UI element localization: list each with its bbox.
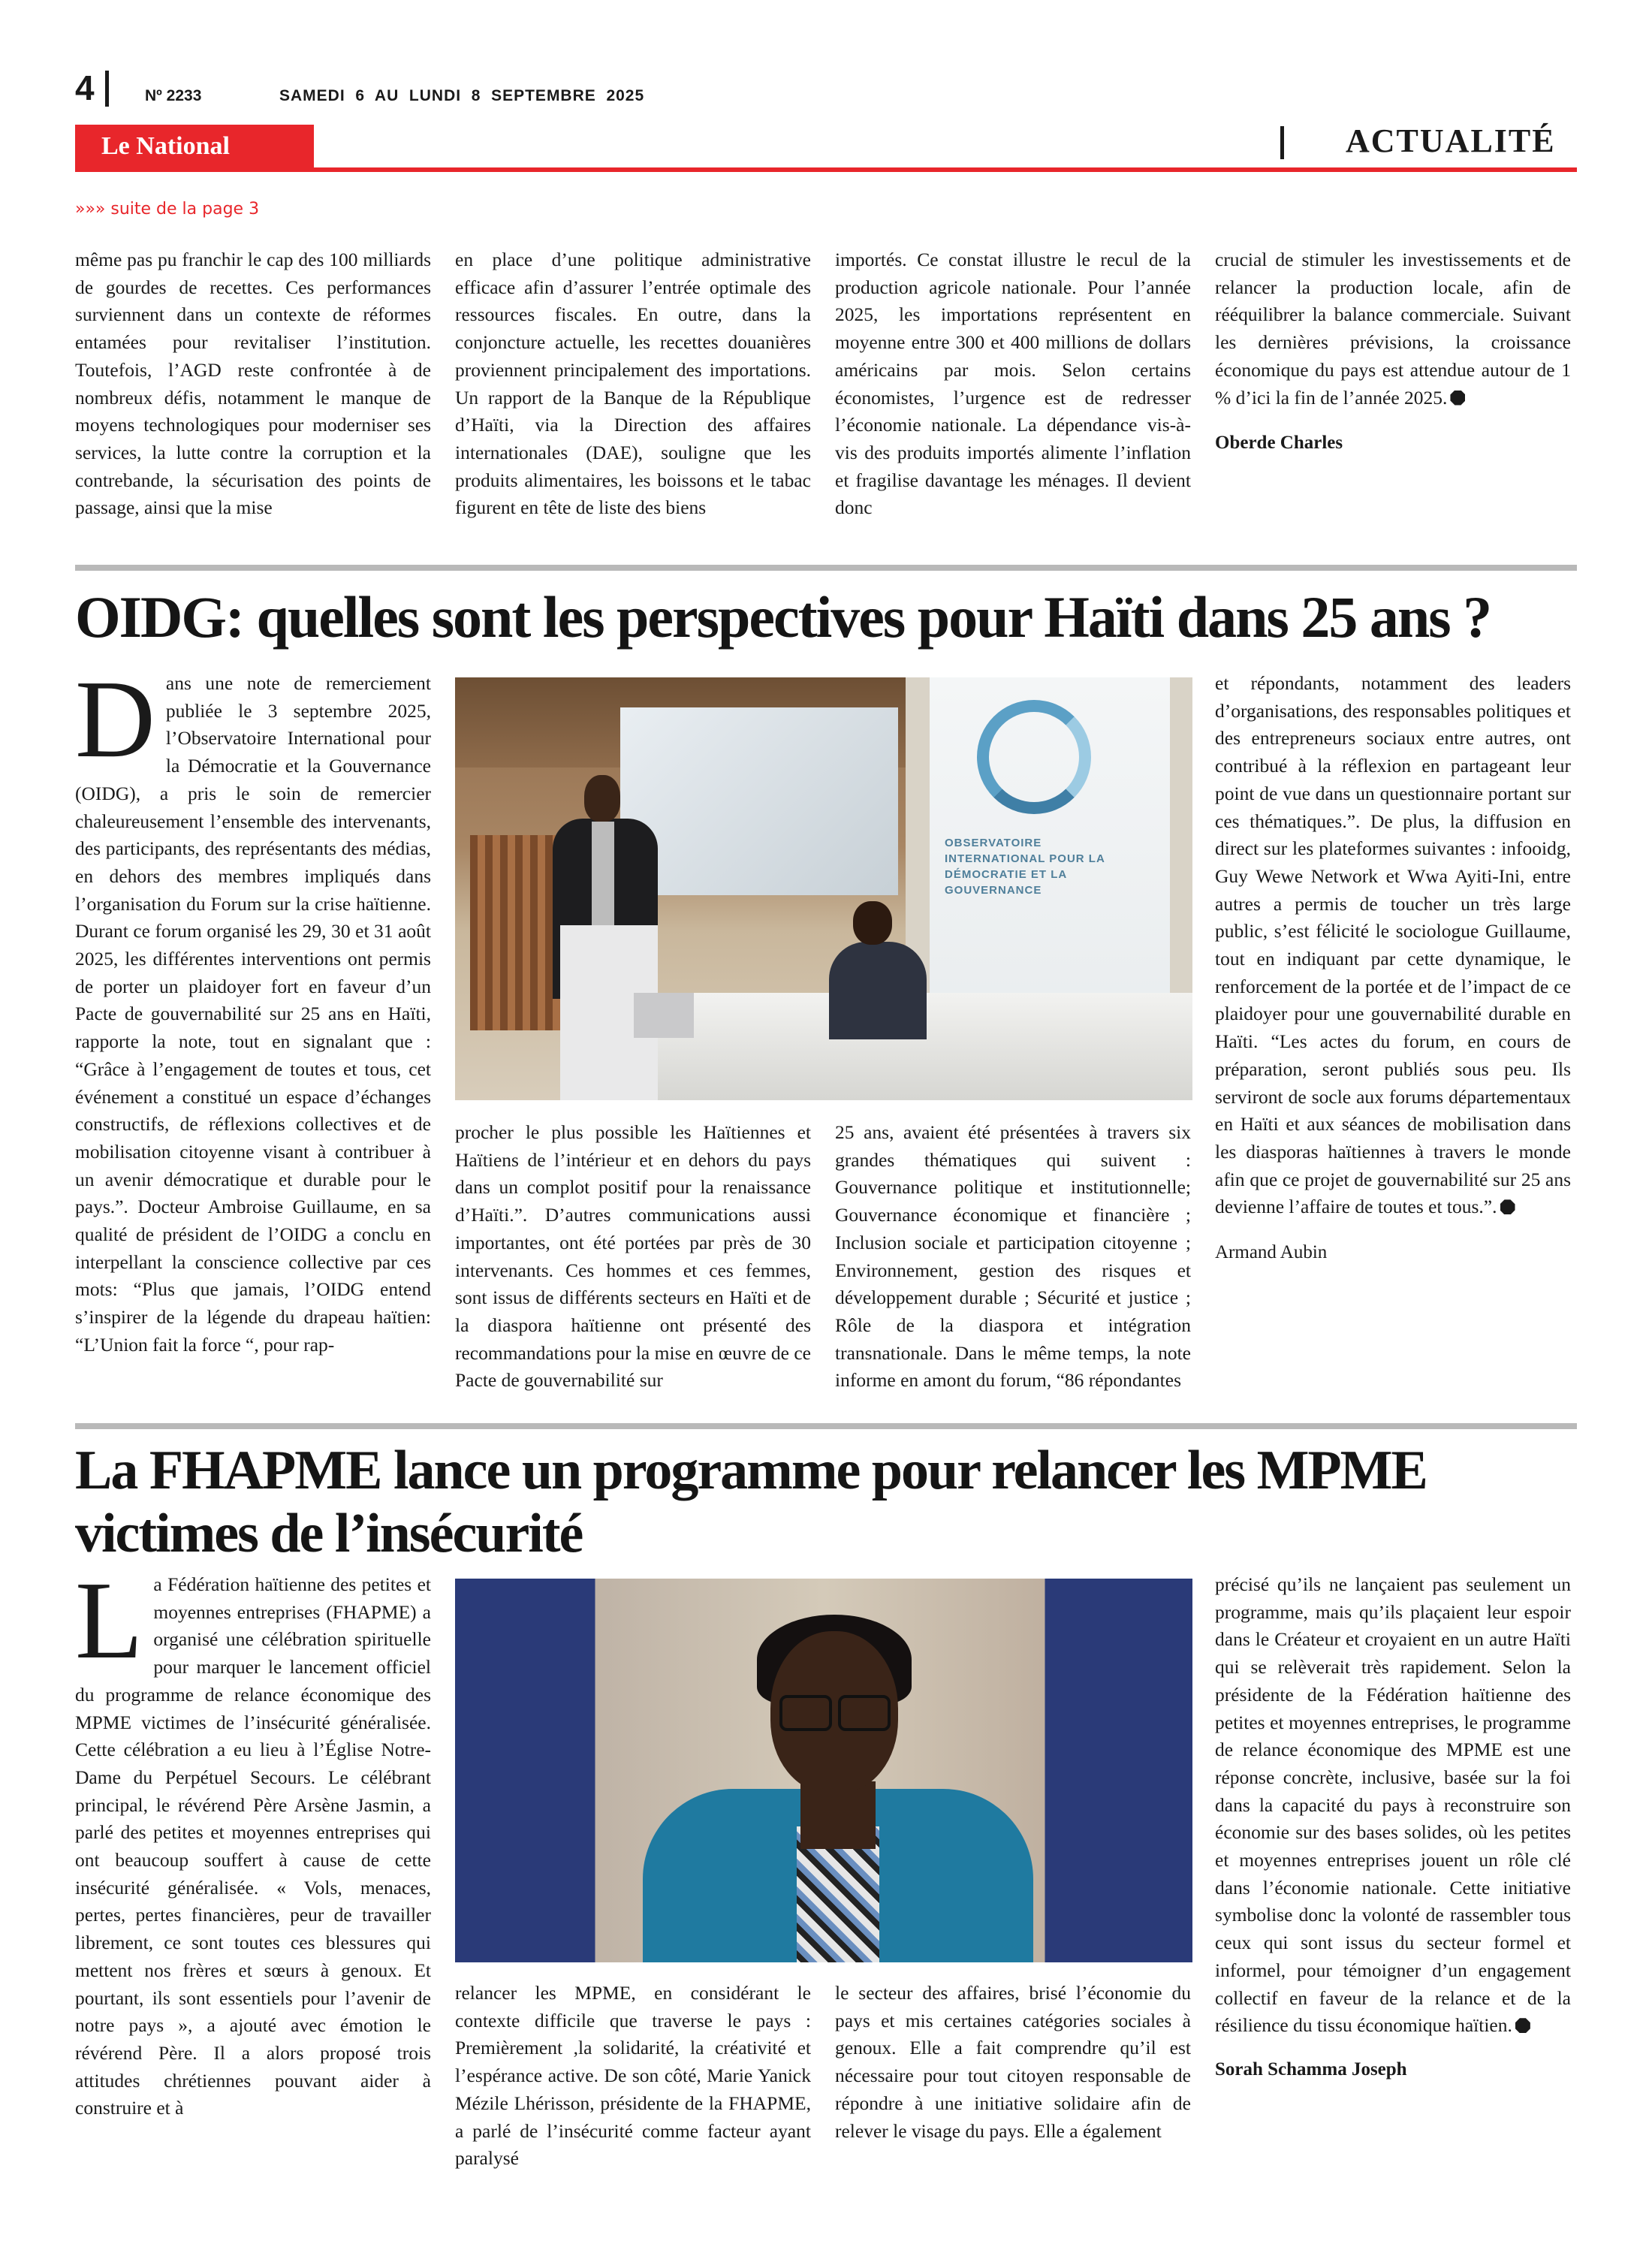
article2-column-2 [455,1980,811,2173]
article1-column-3 [835,1119,1191,1395]
paragraph: importés. Ce constat illustre le recul de la production agricole nationale. Pour l’année 2025, les importations représentent en moyenne entre 300 et 400 millions de dollars américains par mois. Selon certains économistes, l’urgence est de redresser l’économie nationale. La dépendance vis-à-vis des produits importés alimente l’inflation et fragilise davantage les ménages. Il devient donc [835,249,1191,519]
paragraph: le secteur des affaires, brisé l’économie du pays et mis certaines catégories sociales à genoux. Elle a fait comprendre qu’il est nécessaire pour tout citoyen responsable de répondre à une initiative solidaire afin de relever le visage du pays. Elle a également [835,1982,1191,2142]
paragraph: même pas pu franchir le cap des 100 milliards de gourdes de recettes. Ces performances surviennent dans un contexte de réformes entamées pour revitaliser l’institution. Toutefois, l’AGD reste confrontée à de nombreux défis, notamment le manque de moyens technologiques pour moderniser ses services, la lutte contre la corruption et la contrebande, la sécurisation des points de passage, ainsi que la mise [75,249,431,519]
end-mark-icon [1515,2018,1530,2033]
oidg-logo-icon [977,700,1091,814]
author-byline: Oberde Charles [1215,433,1343,454]
article-headline: OIDG: quelles sont les perspectives pour Haïti dans 25 ans ? [75,584,1491,650]
paragraph-text: crucial de stimuler les investissements et de relancer la production locale, afin de rééquilibrer la balance commerciale. Suivant les dernières prévisions, la croissance économique du pays est attendue autour de 1 % d’ici la fin de l’année 2025. [1215,249,1571,409]
end-mark-icon [1500,1199,1515,1214]
paragraph: 25 ans, avaient été présentées à travers six grandes thématiques qui suivent : Gouvernance politique et institutionnelle; Gouvernance économique et financière ; Inclusion sociale et participation citoyenne ; Environnement, gestion des risques et développement durable ; Sécurité et justice ; Rôle de la diaspora et intégration transnationale. Dans le même temps, la note informe en amont du forum, “86 répondantes [835,1121,1191,1392]
section-title: ACTUALITÉ [1346,122,1556,159]
headline-line-2: victimes de l’insécurité [75,1503,583,1564]
paragraph: procher le plus possible les Haïtiennes et Haïtiens de l’intérieur et en dehors du pays dans un complot positif pour la renaissance d’Haïti.”. D’autres communications aussi importantes, ont été portées par près de 30 intervenants. Ces hommes et ces femmes, sont issus de différents secteurs en Haïti et de la diaspora haïtienne ont présenté des recommandations pour la mise en œuvre de ce Pacte de gouvernabilité sur [455,1121,811,1392]
continued-column-3 [835,246,1191,522]
header-divider [105,71,109,107]
headline-line-1: La FHAPME lance un programme pour relancer les MPME [75,1440,1427,1501]
continued-column-4 [1215,246,1571,457]
page-number: 4 [75,68,95,107]
paragraph: relancer les MPME, en considérant le contexte difficile que traverse le pays : Premièrement ,la solidarité, la créativité et l’espérance active. De son côté, Marie Yanick Mézile Lhérisson, présidente de la FHAPME, a parlé de l’insécurité comme facteur ayant paralysé [455,1982,811,2170]
glasses-icon [779,1695,832,1731]
author-byline: Sorah Schamma Joseph [1215,2058,1407,2080]
continued-label: »»» suite de la page 3 [75,200,260,219]
header-rule [75,167,1577,172]
drop-cap: L [75,1559,143,1682]
paragraph [1215,1571,1571,2040]
article2-column-4 [1215,1571,1571,2084]
article1-column-4 [1215,670,1571,1267]
article1-column-2 [455,1119,811,1395]
end-mark-icon [1450,391,1465,406]
forum-photo [455,677,1192,1100]
article2-column-1 [75,1559,431,2122]
paragraph-text: ans une note de remerciement publiée le 3 septembre 2025, l’Observatoire International pour la Démocratie et la Gouvernance (OIDG), a pris le soin de remercier chaleureusement l’ensemble des intervenants, des participants, des représentants des médias, en dehors des membres impliqués dans l’organisation du Forum sur la crise haïtienne. Durant ce forum organisé les 29, 30 et 31 août 2025, les différentes interventions ont permis de porter un plaidoyer fort en faveur d’un Pacte de gouvernabilité sur 25 ans en Haïti, rapporte la note, tout en signalant que : “Grâce à l’engagement de toutes et tous, cet événement a constitué un espace d’échanges constructifs, de réflexions collectives et de mobilisation citoyenne visant à contribuer à un avenir démocratique et durable pour le pays.”. Docteur Ambroise Guillaume, en sa qualité de président de l’OIDG a conclu en interpellant la conscience collective par ces mots: “Plus que jamais, l’OIDG entend s’inspirer de la légende du drapeau haïtien: “L’Union fait la force “, pour rap- [75,672,431,1356]
continued-column-1 [75,246,431,522]
drop-cap: D [75,658,155,781]
paragraph [1215,670,1571,1221]
banner-text: OBSERVATOIRE INTERNATIONAL POUR LA DÉMOCRATIE ET LA GOUVERNANCE [945,837,1105,897]
paragraph: en place d’une politique administrative efficace afin d’assurer l’entrée optimale des ressources fiscales. En outre, dans la conjoncture actuelle, les recettes douanières proviennent principalement des importations. Un rapport de la Banque de la République d’Haïti, via la Direction des affaires internationales (DAE), souligne que les produits alimentaires, les boissons et le tabac figurent en tête de liste des biens [455,249,811,519]
portrait-photo [455,1579,1192,1962]
section-separator [75,565,1577,571]
issue-number: Nº 2233 [145,87,202,104]
author-byline: Armand Aubin [1215,1242,1328,1263]
paragraph-text: et répondants, notamment des leaders d’organisations, des responsables politiques et des entrepreneurs sociaux entre autres, ont contribué à la réflexion en partageant leur point de vue dans un questionnaire portant sur ces thématiques.”. De plus, la diffusion en direct sur les plateformes suivantes : infooidg, Guy Wewe Network et Wwa Ayiti-Ini, entre autres a permis de toucher un très large public, s’est félicité le sociologue Guillaume, tout en indiquant par cette dynamique, le renforcement de la portée et de l’impact de ce plaidoyer pour une gouvernabilité durable en Haïti. “Les actes du forum, en cours de préparation, seront publiés sous peu. Ils serviront de socle aux forums départementaux en Haïti et aux séances de mobilisation dans les diasporas haïtiennes à travers le monde afin que ce projet de gouvernabilité sur 25 ans devienne l’affaire de toutes et tous.”. [1215,672,1571,1218]
paragraph-text: précisé qu’ils ne lançaient pas seulement un programme, mais qu’ils plaçaient leur espoir dans le Créateur et croyaient en un autre Haïti qui se relèverait très rapidement. Selon la présidente de la Fédération haïtienne des petites et moyennes entreprises, le programme de relance économique des MPME est une réponse concrète, inclusive, basée sur la foi dans la capacité du pays à reconstruire son économie sur des bases solides, où les petites et moyennes entreprises jouent un rôle clé dans l’économie nationale. Cette initiative symbolise donc la volonté de rassembler tous ceux qui sont issus du secteur formel et informel, pour témoigner d’un engagement collectif en faveur de la relance et de la résilience du tissu économique haïtien. [1215,1573,1571,2037]
paragraph [1215,246,1571,412]
issue-date: SAMEDI 6 AU LUNDI 8 SEPTEMBRE 2025 [279,87,645,104]
section-divider [1280,126,1284,159]
brand-logo: Le National [101,132,230,160]
paragraph-text: a Fédération haïtienne des petites et moyennes entreprises (FHAPME) a organisé une célébration spirituelle pour marquer le lancement officiel du programme de relance économique des MPME victimes de l’insécurité généralisée. Cette célébration a eu lieu à l’Église Notre-Dame du Perpétuel Secours. Le célébrant principal, le révérend Père Arsène Jasmin, a parlé des petites et moyennes entreprises qui ont beaucoup souffert à cause de cette insécurité généralisée. « Vols, menaces, pertes, pertes financières, peur de travailler librement, ce sont toutes ces blessures qui mettent nos frères et sœurs à genoux. Et pourtant, ils sont essentiels pour l’avenir de notre pays », a ajouté avec émotion le révérend Père. Il a alors proposé trois attitudes chrétiennes pouvant aider à construire et à [75,1573,431,2119]
article2-column-3 [835,1980,1191,2145]
section-separator [75,1423,1577,1429]
continued-column-2 [455,246,811,522]
article1-column-1 [75,658,431,1359]
article-headline [75,1439,1427,1565]
